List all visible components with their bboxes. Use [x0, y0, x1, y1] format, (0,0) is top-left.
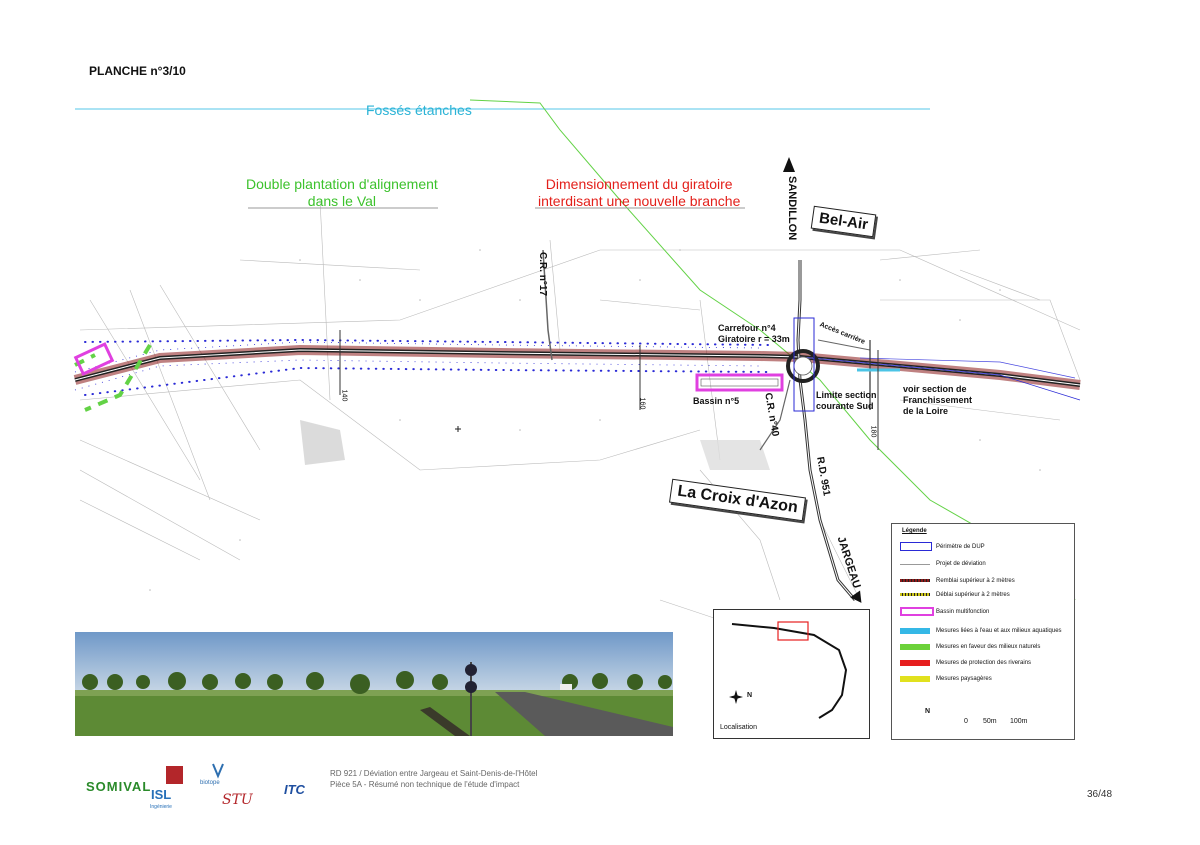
limite-line1: Limite section [816, 390, 877, 400]
planche-title: PLANCHE n°3/10 [89, 64, 186, 78]
itc-logo: ITC [284, 782, 305, 797]
voir-line2: Franchissement [903, 395, 973, 405]
fosses-annotation: Fossés étanches [366, 102, 472, 118]
isl-sub: Ingénierie [150, 804, 172, 810]
legend-title: Légende [902, 528, 927, 534]
legend-swatch-dup [900, 542, 932, 551]
carrefour-line: Carrefour n°4 [718, 323, 776, 333]
footer-line1: RD 921 / Déviation entre Jargeau et Saint-Denis-de-l'Hôtel [330, 769, 538, 778]
legend-label: Projet de déviation [936, 561, 986, 567]
limite-section-label [816, 390, 877, 412]
footer-line2: Pièce 5A - Résumé non technique de l'étude d'impact [330, 780, 520, 789]
voir-section-label [903, 384, 972, 417]
legend-item [900, 590, 1070, 602]
legend-label: Mesures liées à l'eau et aux milieux aquatiques [936, 628, 1062, 634]
carrefour-label [718, 323, 790, 345]
legend-swatch-deblai [900, 593, 930, 596]
place-la-croix-d-azon: La Croix d'Azon [669, 479, 806, 522]
legend-swatch-bassin [900, 607, 934, 616]
legend-label: Périmètre de DUP [936, 544, 985, 550]
legend-label: Mesures paysagères [936, 676, 992, 682]
inset-north: N [747, 692, 753, 699]
profile-mark-140: 140 [340, 389, 348, 402]
legend-item [900, 559, 1070, 571]
voir-line3: de la Loire [903, 406, 949, 416]
profile-mark-160: 160 [638, 397, 646, 410]
legend-item [900, 674, 1070, 686]
legend-item [900, 542, 1070, 554]
legend-swatch-paysageres [900, 676, 930, 682]
dimens-line2: interdisant une nouvelle branche [538, 193, 741, 209]
legend-item [900, 607, 1070, 619]
north-label: N [925, 708, 931, 715]
legend-swatch-projet [900, 564, 930, 565]
double-line2: dans le Val [307, 193, 377, 209]
scale-mark-100: 100m [1010, 718, 1028, 725]
biotope-text: biotope [200, 780, 220, 786]
up-logo [166, 766, 183, 784]
road-cr17: C.R. n°17 [537, 252, 548, 297]
voir-line1: voir section de [903, 384, 967, 394]
landscape-photo [75, 632, 673, 736]
double-line1: Double plantation d'alignement [246, 176, 438, 192]
legend-item [900, 642, 1070, 654]
scale-mark-0: 0 [964, 718, 968, 725]
legend-label: Mesures en faveur des milieux naturels [936, 644, 1041, 650]
road-acces-carriere: Accès carrière [818, 321, 866, 346]
place-bel-air: Bel-Air [811, 206, 877, 238]
bassin-label: Bassin n°5 [693, 396, 740, 406]
limite-line2: courante Sud [816, 401, 874, 411]
legend-item [900, 658, 1070, 670]
localisation-inset [713, 609, 870, 739]
road-rd951: R.D. 951 [814, 456, 832, 497]
stu-logo: STU [222, 792, 253, 808]
giratoire-line: Giratoire r = 33m [718, 334, 790, 344]
legend-label: Mesures de protection des riverains [936, 660, 1032, 666]
map-legend [891, 523, 1075, 740]
legend-swatch-eau [900, 628, 930, 634]
legend-swatch-riverains [900, 660, 930, 666]
legend-item [900, 576, 1070, 588]
legend-item [900, 626, 1070, 638]
legend-label: Déblai supérieur à 2 mètres [936, 592, 1010, 598]
footer-text [330, 768, 537, 790]
biotope-logo [203, 762, 233, 780]
inset-caption: Localisation [720, 724, 757, 731]
scale-mark-50: 50m [983, 718, 997, 725]
double-plantation-annotation [246, 176, 438, 210]
legend-label: Remblai supérieur à 2 mètres [936, 578, 1015, 584]
legend-label: Bassin multifonction [936, 609, 990, 615]
legend-swatch-remblai [900, 579, 930, 582]
isl-logo: ISL [151, 787, 172, 802]
somival-logo: SOMIVAL [86, 779, 152, 794]
dimens-line1: Dimensionnement du giratoire [545, 176, 733, 192]
dimensionnement-annotation [538, 176, 740, 210]
road-sandillon: SANDILLON [786, 176, 798, 241]
road-jargeau: JARGEAU [834, 535, 863, 590]
profile-mark-180: 180 [869, 425, 877, 438]
page-number: 36/48 [1087, 789, 1113, 800]
legend-swatch-naturels [900, 644, 930, 650]
road-cr40: C.R. n°40 [762, 392, 781, 438]
